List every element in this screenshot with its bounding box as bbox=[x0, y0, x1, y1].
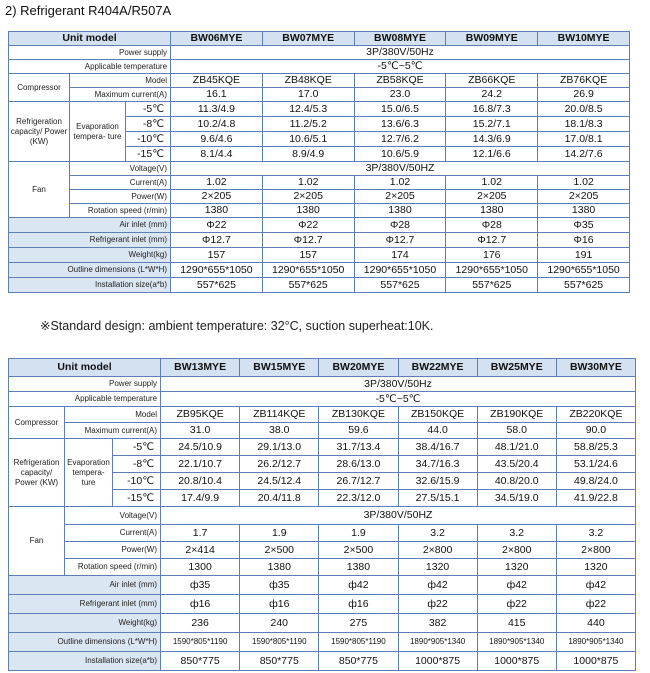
compressor-model-value: ZB58KQE bbox=[354, 74, 446, 88]
capacity-value: 12.7/6.2 bbox=[354, 132, 446, 147]
refrigerant-inlet-value: Φ12.7 bbox=[171, 233, 263, 248]
fan-current-label: Current(A) bbox=[70, 176, 171, 190]
fan-voltage-label: Voltage(V) bbox=[70, 162, 171, 176]
applicable-temperature-label: Applicable temperature bbox=[9, 392, 161, 407]
fan-current-value: 3.2 bbox=[477, 525, 556, 542]
table-row bbox=[9, 263, 630, 278]
outline-dimensions-value: 1290*655*1050 bbox=[538, 263, 630, 278]
fan-current-value: 1.9 bbox=[319, 525, 398, 542]
capacity-value: 17.0/8.1 bbox=[538, 132, 630, 147]
fan-current-value: 3.2 bbox=[556, 525, 635, 542]
maximum-current-value: 44.0 bbox=[398, 423, 477, 439]
refrigerant-inlet-value: ф22 bbox=[477, 595, 556, 614]
capacity-value: 58.8/25.3 bbox=[556, 439, 635, 456]
table-row bbox=[9, 60, 630, 74]
evaporation-temperature-value: -15℃ bbox=[113, 490, 161, 507]
outline-dimensions-value: 1290*655*1050 bbox=[171, 263, 263, 278]
table-row bbox=[9, 218, 630, 233]
evaporation-temperature-value: -5℃ bbox=[126, 102, 171, 117]
compressor-model-value: ZB48KQE bbox=[262, 74, 354, 88]
evaporation-temperature-value: -8℃ bbox=[126, 117, 171, 132]
installation-size-value: 1000*875 bbox=[556, 652, 635, 671]
air-inlet-value: Φ28 bbox=[446, 218, 538, 233]
fan-voltage-value: 3P/380V/50HZ bbox=[161, 507, 636, 525]
compressor-model-value: ZB150KQE bbox=[398, 407, 477, 423]
fan-power-value: 2×800 bbox=[556, 542, 635, 559]
table-row bbox=[9, 204, 630, 218]
evaporation-temperature-value: -5℃ bbox=[113, 439, 161, 456]
capacity-value: 10.2/4.8 bbox=[171, 117, 263, 132]
table-row bbox=[9, 248, 630, 263]
model-header: BW13MYE bbox=[161, 359, 240, 377]
fan-label: Fan bbox=[9, 162, 70, 218]
outline-dimensions-value: 1890*905*1340 bbox=[398, 633, 477, 652]
air-inlet-value: ф42 bbox=[477, 576, 556, 595]
installation-size-value: 1000*875 bbox=[398, 652, 477, 671]
table-row bbox=[9, 507, 636, 525]
unit-model-header: Unit model bbox=[9, 32, 171, 46]
refrigerant-inlet-value: ф16 bbox=[319, 595, 398, 614]
capacity-value: 28.6/13.0 bbox=[319, 456, 398, 473]
table-row bbox=[9, 176, 630, 190]
weight-value: 176 bbox=[446, 248, 538, 263]
capacity-value: 10.6/5.9 bbox=[354, 147, 446, 162]
weight-value: 240 bbox=[240, 614, 319, 633]
fan-power-value: 2×800 bbox=[477, 542, 556, 559]
compressor-model-label: Model bbox=[70, 74, 171, 88]
weight-value: 236 bbox=[161, 614, 240, 633]
compressor-model-value: ZB66KQE bbox=[446, 74, 538, 88]
installation-size-value: 557*625 bbox=[262, 278, 354, 293]
evaporation-temperature-label: Evaporation tempera- ture bbox=[65, 439, 113, 507]
power-supply-label: Power supply bbox=[9, 46, 171, 60]
installation-size-value: 1000*875 bbox=[477, 652, 556, 671]
evaporation-temperature-label: Evaporation tempera- ture bbox=[70, 102, 126, 162]
outline-dimensions-value: 1890*905*1340 bbox=[556, 633, 635, 652]
applicable-temperature-label: Applicable temperature bbox=[9, 60, 171, 74]
power-supply-value: 3P/380V/50Hz bbox=[161, 377, 636, 392]
capacity-value: 29.1/13.0 bbox=[240, 439, 319, 456]
capacity-value: 26.7/12.7 bbox=[319, 473, 398, 490]
maximum-current-value: 16.1 bbox=[171, 88, 263, 102]
capacity-value: 27.5/15.1 bbox=[398, 490, 477, 507]
power-supply-value: 3P/380V/50Hz bbox=[171, 46, 630, 60]
capacity-value: 12.4/5.3 bbox=[262, 102, 354, 117]
compressor-model-label: Model bbox=[65, 407, 161, 423]
installation-size-value: 557*625 bbox=[171, 278, 263, 293]
compressor-model-value: ZB220KQE bbox=[556, 407, 635, 423]
installation-size-label: Installation size(a*b) bbox=[9, 652, 161, 671]
refrigerant-inlet-value: ф16 bbox=[161, 595, 240, 614]
model-header: BW22MYE bbox=[398, 359, 477, 377]
weight-value: 382 bbox=[398, 614, 477, 633]
fan-power-value: 2×500 bbox=[240, 542, 319, 559]
refrigerant-inlet-value: Φ12.7 bbox=[446, 233, 538, 248]
table-row bbox=[9, 233, 630, 248]
refrigerant-inlet-value: Φ12.7 bbox=[262, 233, 354, 248]
fan-power-value: 2×414 bbox=[161, 542, 240, 559]
table-row bbox=[9, 633, 636, 652]
air-inlet-value: Φ35 bbox=[538, 218, 630, 233]
air-inlet-value: ф35 bbox=[161, 576, 240, 595]
refrigerant-inlet-label: Refrigerant inlet (mm) bbox=[9, 233, 171, 248]
table-row bbox=[9, 525, 636, 542]
refrigerant-inlet-value: ф16 bbox=[240, 595, 319, 614]
capacity-value: 17.4/9.9 bbox=[161, 490, 240, 507]
installation-size-value: 557*625 bbox=[354, 278, 446, 293]
capacity-value: 41.9/22.8 bbox=[556, 490, 635, 507]
table-row bbox=[9, 407, 636, 423]
maximum-current-value: 59.6 bbox=[319, 423, 398, 439]
model-header: BW07MYE bbox=[262, 32, 354, 46]
capacity-value: 14.3/6.9 bbox=[446, 132, 538, 147]
capacity-value: 40.8/20.0 bbox=[477, 473, 556, 490]
fan-current-value: 1.02 bbox=[171, 176, 263, 190]
rotation-speed-value: 1320 bbox=[556, 559, 635, 576]
maximum-current-label: Maximum current(A) bbox=[65, 423, 161, 439]
table-row bbox=[9, 278, 630, 293]
table-row bbox=[9, 595, 636, 614]
model-header: BW30MYE bbox=[556, 359, 635, 377]
model-header: BW15MYE bbox=[240, 359, 319, 377]
fan-power-value: 2×205 bbox=[262, 190, 354, 204]
capacity-value: 26.2/12.7 bbox=[240, 456, 319, 473]
model-header: BW06MYE bbox=[171, 32, 263, 46]
rotation-speed-value: 1380 bbox=[319, 559, 398, 576]
rotation-speed-value: 1320 bbox=[477, 559, 556, 576]
fan-power-label: Power(W) bbox=[70, 190, 171, 204]
capacity-value: 20.8/10.4 bbox=[161, 473, 240, 490]
table-row bbox=[9, 652, 636, 671]
outline-dimensions-label: Outline dimensions (L*W*H) bbox=[9, 263, 171, 278]
table-row bbox=[9, 88, 630, 102]
installation-size-value: 557*625 bbox=[538, 278, 630, 293]
maximum-current-value: 24.2 bbox=[446, 88, 538, 102]
table-row bbox=[9, 102, 630, 117]
fan-voltage-label: Voltage(V) bbox=[65, 507, 161, 525]
maximum-current-value: 17.0 bbox=[262, 88, 354, 102]
maximum-current-label: Maximum current(A) bbox=[70, 88, 171, 102]
fan-power-label: Power(W) bbox=[65, 542, 161, 559]
compressor-model-value: ZB114KQE bbox=[240, 407, 319, 423]
capacity-value: 43.5/20.4 bbox=[477, 456, 556, 473]
air-inlet-value: Φ22 bbox=[262, 218, 354, 233]
capacity-value: 18.1/8.3 bbox=[538, 117, 630, 132]
compressor-model-value: ZB45KQE bbox=[171, 74, 263, 88]
installation-size-value: 850*775 bbox=[240, 652, 319, 671]
installation-size-value: 557*625 bbox=[446, 278, 538, 293]
capacity-value: 34.7/16.3 bbox=[398, 456, 477, 473]
applicable-temperature-value: -5℃~5℃ bbox=[171, 60, 630, 74]
model-header: BW10MYE bbox=[538, 32, 630, 46]
weight-value: 174 bbox=[354, 248, 446, 263]
fan-power-value: 2×500 bbox=[319, 542, 398, 559]
fan-power-value: 2×205 bbox=[171, 190, 263, 204]
capacity-value: 8.9/4.9 bbox=[262, 147, 354, 162]
model-header: BW08MYE bbox=[354, 32, 446, 46]
evaporation-temperature-value: -15℃ bbox=[126, 147, 171, 162]
maximum-current-value: 58.0 bbox=[477, 423, 556, 439]
refrigeration-capacity-label: Refrigeration capacity/ Power (KW) bbox=[9, 439, 65, 507]
capacity-value: 32.6/15.9 bbox=[398, 473, 477, 490]
capacity-value: 24.5/10.9 bbox=[161, 439, 240, 456]
maximum-current-value: 90.0 bbox=[556, 423, 635, 439]
evaporation-temperature-value: -10℃ bbox=[113, 473, 161, 490]
capacity-value: 11.3/4.9 bbox=[171, 102, 263, 117]
capacity-value: 53.1/24.6 bbox=[556, 456, 635, 473]
table-row bbox=[9, 46, 630, 60]
table-row bbox=[9, 542, 636, 559]
capacity-value: 8.1/4.4 bbox=[171, 147, 263, 162]
fan-current-value: 1.02 bbox=[538, 176, 630, 190]
fan-power-value: 2×800 bbox=[398, 542, 477, 559]
capacity-value: 48.1/21.0 bbox=[477, 439, 556, 456]
capacity-value: 20.0/8.5 bbox=[538, 102, 630, 117]
capacity-value: 10.6/5.1 bbox=[262, 132, 354, 147]
capacity-value: 14.2/7.6 bbox=[538, 147, 630, 162]
capacity-value: 12.1/6.6 bbox=[446, 147, 538, 162]
maximum-current-value: 23.0 bbox=[354, 88, 446, 102]
rotation-speed-value: 1380 bbox=[538, 204, 630, 218]
table-row bbox=[9, 32, 630, 46]
footnote: ※Standard design: ambient temperature: 32°C, suction superheat:10K. bbox=[40, 319, 434, 333]
refrigerant-inlet-value: ф22 bbox=[556, 595, 635, 614]
capacity-value: 11.2/5.2 bbox=[262, 117, 354, 132]
evaporation-temperature-value: -10℃ bbox=[126, 132, 171, 147]
rotation-speed-value: 1380 bbox=[240, 559, 319, 576]
compressor-label: Compressor bbox=[9, 407, 65, 439]
weight-label: Weight(kg) bbox=[9, 248, 171, 263]
outline-dimensions-value: 1590*805*1190 bbox=[319, 633, 398, 652]
rotation-speed-value: 1380 bbox=[354, 204, 446, 218]
fan-power-value: 2×205 bbox=[446, 190, 538, 204]
fan-current-value: 3.2 bbox=[398, 525, 477, 542]
table-row bbox=[9, 359, 636, 377]
compressor-model-value: ZB190KQE bbox=[477, 407, 556, 423]
refrigerant-inlet-value: Φ16 bbox=[538, 233, 630, 248]
fan-current-value: 1.02 bbox=[262, 176, 354, 190]
fan-label: Fan bbox=[9, 507, 65, 576]
air-inlet-value: ф42 bbox=[319, 576, 398, 595]
compressor-model-value: ZB95KQE bbox=[161, 407, 240, 423]
model-header: BW09MYE bbox=[446, 32, 538, 46]
rotation-speed-label: Rotation speed (r/min) bbox=[70, 204, 171, 218]
rotation-speed-value: 1380 bbox=[171, 204, 263, 218]
section-heading: 2) Refrigerant R404A/R507A bbox=[5, 3, 172, 18]
outline-dimensions-value: 1590*805*1190 bbox=[240, 633, 319, 652]
fan-power-value: 2×205 bbox=[538, 190, 630, 204]
refrigeration-capacity-label: Refrigeration capacity/ Power (KW) bbox=[9, 102, 70, 162]
capacity-value: 15.2/7.1 bbox=[446, 117, 538, 132]
weight-value: 275 bbox=[319, 614, 398, 633]
fan-current-value: 1.02 bbox=[446, 176, 538, 190]
unit-model-header: Unit model bbox=[9, 359, 161, 377]
weight-value: 157 bbox=[262, 248, 354, 263]
rotation-speed-value: 1300 bbox=[161, 559, 240, 576]
capacity-value: 49.8/24.0 bbox=[556, 473, 635, 490]
capacity-value: 15.0/6.5 bbox=[354, 102, 446, 117]
fan-current-label: Current(A) bbox=[65, 525, 161, 542]
air-inlet-label: Air inlet (mm) bbox=[9, 576, 161, 595]
outline-dimensions-value: 1290*655*1050 bbox=[262, 263, 354, 278]
rotation-speed-label: Rotation speed (r/min) bbox=[65, 559, 161, 576]
compressor-label: Compressor bbox=[9, 74, 70, 102]
outline-dimensions-value: 1590*805*1190 bbox=[161, 633, 240, 652]
installation-size-value: 850*775 bbox=[319, 652, 398, 671]
rotation-speed-value: 1320 bbox=[398, 559, 477, 576]
refrigerant-inlet-value: ф22 bbox=[398, 595, 477, 614]
table-row bbox=[9, 614, 636, 633]
weight-value: 415 bbox=[477, 614, 556, 633]
weight-value: 157 bbox=[171, 248, 263, 263]
capacity-value: 20.4/11.8 bbox=[240, 490, 319, 507]
air-inlet-value: ф42 bbox=[556, 576, 635, 595]
capacity-value: 34.5/19.0 bbox=[477, 490, 556, 507]
capacity-value: 13.6/6.3 bbox=[354, 117, 446, 132]
table-row bbox=[9, 392, 636, 407]
fan-current-value: 1.9 bbox=[240, 525, 319, 542]
table-row bbox=[9, 559, 636, 576]
maximum-current-value: 38.0 bbox=[240, 423, 319, 439]
weight-value: 440 bbox=[556, 614, 635, 633]
air-inlet-value: ф42 bbox=[398, 576, 477, 595]
installation-size-value: 850*775 bbox=[161, 652, 240, 671]
maximum-current-value: 31.0 bbox=[161, 423, 240, 439]
capacity-value: 22.1/10.7 bbox=[161, 456, 240, 473]
weight-label: Weight(kg) bbox=[9, 614, 161, 633]
outline-dimensions-label: Outline dimensions (L*W*H) bbox=[9, 633, 161, 652]
capacity-value: 24.5/12.4 bbox=[240, 473, 319, 490]
model-header: BW20MYE bbox=[319, 359, 398, 377]
air-inlet-label: Air inlet (mm) bbox=[9, 218, 171, 233]
table-row bbox=[9, 439, 636, 456]
air-inlet-value: ф35 bbox=[240, 576, 319, 595]
air-inlet-value: Φ28 bbox=[354, 218, 446, 233]
model-header: BW25MYE bbox=[477, 359, 556, 377]
table-row bbox=[9, 423, 636, 439]
capacity-value: 38.4/16.7 bbox=[398, 439, 477, 456]
refrigerant-inlet-value: Φ12.7 bbox=[354, 233, 446, 248]
capacity-value: 31.7/13.4 bbox=[319, 439, 398, 456]
fan-current-value: 1.7 bbox=[161, 525, 240, 542]
table-row bbox=[9, 74, 630, 88]
capacity-value: 22.3/12.0 bbox=[319, 490, 398, 507]
capacity-value: 9.6/4.6 bbox=[171, 132, 263, 147]
table-row bbox=[9, 576, 636, 595]
compressor-model-value: ZB76KQE bbox=[538, 74, 630, 88]
refrigerant-inlet-label: Refrigerant inlet (mm) bbox=[9, 595, 161, 614]
table-row bbox=[9, 377, 636, 392]
outline-dimensions-value: 1290*655*1050 bbox=[446, 263, 538, 278]
spec-table-1 bbox=[8, 31, 630, 293]
outline-dimensions-value: 1290*655*1050 bbox=[354, 263, 446, 278]
power-supply-label: Power supply bbox=[9, 377, 161, 392]
air-inlet-value: Φ22 bbox=[171, 218, 263, 233]
table-row bbox=[9, 162, 630, 176]
installation-size-label: Installation size(a*b) bbox=[9, 278, 171, 293]
maximum-current-value: 26.9 bbox=[538, 88, 630, 102]
compressor-model-value: ZB130KQE bbox=[319, 407, 398, 423]
fan-voltage-value: 3P/380V/50HZ bbox=[171, 162, 630, 176]
rotation-speed-value: 1380 bbox=[446, 204, 538, 218]
rotation-speed-value: 1380 bbox=[262, 204, 354, 218]
spec-table-2 bbox=[8, 358, 636, 671]
fan-power-value: 2×205 bbox=[354, 190, 446, 204]
fan-current-value: 1.02 bbox=[354, 176, 446, 190]
capacity-value: 16.8/7.3 bbox=[446, 102, 538, 117]
applicable-temperature-value: -5℃~5℃ bbox=[161, 392, 636, 407]
outline-dimensions-value: 1890*905*1340 bbox=[477, 633, 556, 652]
table-row bbox=[9, 190, 630, 204]
evaporation-temperature-value: -8℃ bbox=[113, 456, 161, 473]
weight-value: 191 bbox=[538, 248, 630, 263]
